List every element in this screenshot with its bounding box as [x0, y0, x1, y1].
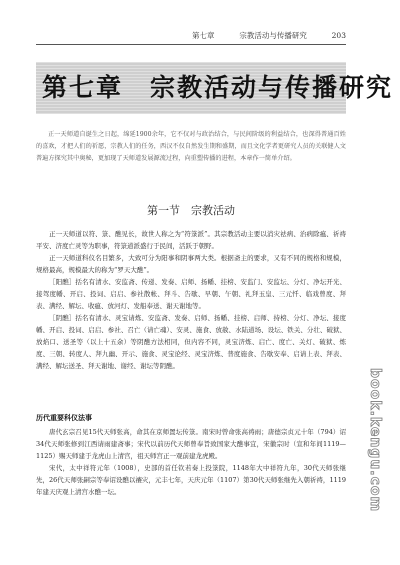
subsection-heading: 历代重要科仪法事 — [36, 414, 92, 422]
body-section-2 — [36, 426, 346, 498]
paragraph: ［阳醮］括名有清水、安监斋、传递、发奏、启师、扬幡、挂榜、安监门、安监坛、分灯、净坛开光、接驾度幡、开启、投词、启启、参社散帐、拜斗、告歇、早朝、午朝、礼拜玉皇、三元忏、临戏曾度、拜表、满经、解坛、收瘟、放河灯、发船奉送、谢天谢地等。 — [36, 278, 346, 310]
paragraph: 唐代玄宗召见15代天师张高，命其在京师置坛传箓。南宋时曾命张高祷雨；唐德宗贞元十年（794）诏34代天师张修到江西请雨建斋事；宋代以前历代天师曾奉旨致国家大醮事宜，宋徽宗时（宣和年间1119—1125）赐天师建于龙虎山上清宫，祖天师宫正一观前建龙虎殿。 — [36, 428, 346, 460]
body-section-1 — [36, 228, 346, 372]
chapter-title: 第七章 宗教活动与传播研究 — [42, 73, 394, 102]
watermark: book.kengu.com — [367, 368, 383, 513]
running-head-chapter: 第七章 — [192, 31, 215, 40]
paragraph: ［阴醮］括名有清水、灵宝请炼、安监斋、发奏、启师、扬幡、挂榜、启师、持榜、分灯、净坛、接度幡、开启、投词、启启、参社、召亡（请亡魂）、安灵、施食、放赦、水陆道场、设坛、铁关、分壮、破狱、放焰口、送圣等（以上十五余）等阴醮方法相同，但内容不同，灵宝济炼、启亡、度亡、关灯、破狱、炼度、三朝、转度人、拜九幽、开示、施食、灵宝论经、灵宝济炼、普度施食、告歇安奉、启请上表、拜表、满经、解坛送圣、拜天谢地、谢经、谢坛等阴醮。 — [36, 314, 346, 370]
header-rule — [36, 44, 346, 45]
chapter-intro: 正一天师道自诞生之日起，绵延1900余年，它不仅对与政治结合，与民间阶级的利益结合，也深得普通百姓的喜欢，才把人们的祈愿，宗教人们的任务，西汉不仅自然发生期和盛期，而且文化学者更研究人员的关联健人文普遍方探究其中奥秘，更加现了天师道发展源流过程，向重塑传播的进程，本章作一简单介绍。 — [36, 131, 346, 162]
paragraph: 宋代，太中祥符元年（1008），史部的首任钦若奏上投箓院，1148年大中祥符九年，30代天师张继先，26代天师张嗣宗等奉诏设醮以禳灾，元丰七年，天庆元年（1107）第30代天师张继先入朝祈祷，1119年建天庆观上清宫水醮一坛。 — [36, 464, 346, 496]
running-head — [192, 29, 346, 42]
chapter-banner — [36, 62, 394, 114]
running-head-title: 宗教活动与传播研究 — [239, 31, 307, 40]
paragraph: 正一天师道以符、箓、醮见长，故世人称之为“符箓派”。其宗教活动主要以消灾祛病、治病除瘟、祈祷平安、济度亡灵等为职事，符箓道派盛行于民间，活跃于朝野。 — [36, 230, 346, 250]
section-heading: 第一节 宗教活动 — [147, 204, 235, 217]
page-number: 203 — [331, 31, 346, 40]
paragraph: 正一天师道科仪名目繁多，大致可分为阳事和阴事两大类。根据斋主的要求，又有不同的规格和规模，规格最高，规模最大的称为“罗天大醮”。 — [36, 254, 346, 274]
